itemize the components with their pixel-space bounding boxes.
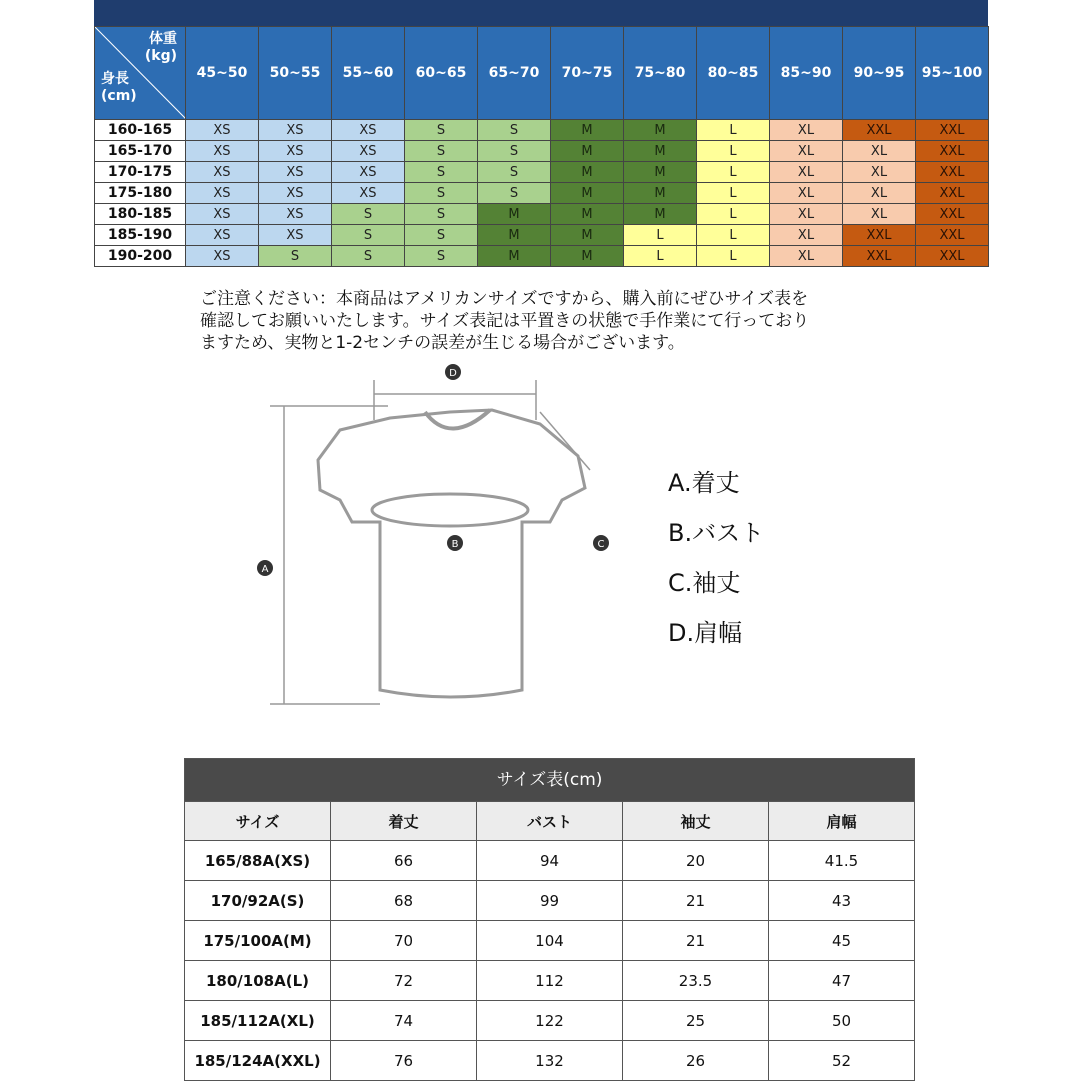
- size-cell: M: [624, 141, 697, 162]
- size-label-cell: 175/100A(M): [185, 921, 331, 961]
- measurement-legend: [668, 458, 764, 658]
- size-chart-table: [184, 758, 915, 1081]
- size-cell: M: [551, 141, 624, 162]
- svg-text:B: B: [451, 539, 459, 550]
- measurement-cell: 94: [477, 841, 623, 881]
- size-cell: XS: [332, 183, 405, 204]
- size-cell: L: [624, 225, 697, 246]
- size-cell: XL: [770, 204, 843, 225]
- height-range-cell: 175-180: [95, 183, 186, 204]
- size-cell: XXL: [916, 162, 989, 183]
- weight-axis-label: 体重 (kg): [144, 31, 177, 64]
- size-label-cell: 185/124A(XXL): [185, 1041, 331, 1081]
- size-cell: L: [697, 204, 770, 225]
- size-cell: M: [551, 162, 624, 183]
- table-row: [95, 183, 989, 204]
- size-cell: XXL: [843, 225, 916, 246]
- size-cell: L: [624, 246, 697, 267]
- size-cell: M: [478, 225, 551, 246]
- measurement-cell: 122: [477, 1001, 623, 1041]
- size-cell: S: [405, 225, 478, 246]
- size-cell: XS: [186, 225, 259, 246]
- size-cell: XL: [843, 141, 916, 162]
- top-banner: [94, 0, 988, 26]
- size-cell: XXL: [916, 204, 989, 225]
- height-range-cell: 185-190: [95, 225, 186, 246]
- size-cell: S: [405, 183, 478, 204]
- size-cell: XL: [770, 120, 843, 141]
- size-cell: XS: [259, 162, 332, 183]
- height-range-cell: 170-175: [95, 162, 186, 183]
- size-cell: XXL: [916, 141, 989, 162]
- header-shoulder: 肩幅: [769, 802, 915, 841]
- measurement-cell: 52: [769, 1041, 915, 1081]
- size-cell: XS: [186, 246, 259, 267]
- size-cell: S: [405, 120, 478, 141]
- svg-text:D: D: [449, 368, 457, 379]
- size-cell: XL: [770, 141, 843, 162]
- table-row: [95, 246, 989, 267]
- table-row: [95, 120, 989, 141]
- size-cell: S: [332, 225, 405, 246]
- weight-header-cell: 55~60: [332, 27, 405, 120]
- size-cell: XL: [770, 246, 843, 267]
- size-selection-grid: [94, 26, 989, 267]
- measurement-cell: 47: [769, 961, 915, 1001]
- legend-item-b: B.バスト: [668, 519, 765, 547]
- note-line: 確認してお願いいたします。サイズ表記は平置きの状態で手作業にて行っており: [200, 311, 810, 331]
- weight-header-cell: 65~70: [478, 27, 551, 120]
- size-cell: XS: [259, 225, 332, 246]
- size-cell: M: [624, 120, 697, 141]
- size-cell: XS: [186, 183, 259, 204]
- size-cell: L: [697, 225, 770, 246]
- measurement-cell: 76: [331, 1041, 477, 1081]
- size-cell: L: [697, 141, 770, 162]
- measurement-cell: 26: [623, 1041, 769, 1081]
- size-chart-body: [185, 841, 915, 1081]
- height-range-cell: 165-170: [95, 141, 186, 162]
- marker-c-icon: [593, 535, 609, 551]
- size-label-cell: 180/108A(L): [185, 961, 331, 1001]
- height-axis-label: 身長 (cm): [101, 71, 137, 104]
- weight-header-cell: 60~65: [405, 27, 478, 120]
- size-cell: M: [478, 246, 551, 267]
- size-cell: XXL: [916, 183, 989, 204]
- size-cell: XS: [259, 204, 332, 225]
- size-cell: L: [697, 246, 770, 267]
- measurement-cell: 72: [331, 961, 477, 1001]
- size-cell: XL: [843, 162, 916, 183]
- weight-header-cell: 50~55: [259, 27, 332, 120]
- measurement-cell: 20: [623, 841, 769, 881]
- marker-a-icon: [257, 560, 273, 576]
- table-row: [95, 162, 989, 183]
- marker-d-icon: [445, 364, 461, 380]
- size-cell: XS: [259, 141, 332, 162]
- size-chart-header-row: [185, 802, 915, 841]
- size-cell: XS: [186, 162, 259, 183]
- measurement-cell: 23.5: [623, 961, 769, 1001]
- size-cell: L: [697, 120, 770, 141]
- weight-header-cell: 95~100: [916, 27, 989, 120]
- size-cell: XS: [332, 162, 405, 183]
- size-cell: XS: [259, 183, 332, 204]
- tshirt-measurement-diagram: [240, 360, 640, 720]
- size-cell: S: [478, 162, 551, 183]
- caution-note: [200, 288, 920, 354]
- size-cell: XS: [186, 120, 259, 141]
- height-range-cell: 190-200: [95, 246, 186, 267]
- size-cell: XL: [770, 162, 843, 183]
- size-cell: M: [551, 120, 624, 141]
- measurement-cell: 41.5: [769, 841, 915, 881]
- size-cell: S: [405, 141, 478, 162]
- header-bust: バスト: [477, 802, 623, 841]
- size-cell: S: [405, 204, 478, 225]
- measurement-cell: 45: [769, 921, 915, 961]
- size-cell: XS: [332, 141, 405, 162]
- size-cell: M: [551, 246, 624, 267]
- size-cell: M: [551, 225, 624, 246]
- table-row: [95, 204, 989, 225]
- table-row: [185, 841, 915, 881]
- svg-text:C: C: [597, 539, 605, 550]
- weight-header-cell: 90~95: [843, 27, 916, 120]
- weight-header-cell: 70~75: [551, 27, 624, 120]
- size-cell: XXL: [843, 246, 916, 267]
- measurement-cell: 21: [623, 921, 769, 961]
- size-grid-body: [95, 120, 989, 267]
- measurement-cell: 43: [769, 881, 915, 921]
- measurement-cell: 74: [331, 1001, 477, 1041]
- svg-text:A: A: [261, 564, 269, 575]
- size-cell: S: [332, 204, 405, 225]
- table-row: [185, 1001, 915, 1041]
- note-line: ますため、実物と1-2センチの誤差が生じる場合がございます。: [200, 333, 685, 353]
- size-cell: S: [259, 246, 332, 267]
- size-label-cell: 185/112A(XL): [185, 1001, 331, 1041]
- weight-header-cell: 45~50: [186, 27, 259, 120]
- measurement-cell: 66: [331, 841, 477, 881]
- legend-item-c: C.袖丈: [668, 569, 741, 597]
- table-row: [185, 881, 915, 921]
- tshirt-outline-icon: [318, 410, 585, 697]
- size-cell: XXL: [843, 120, 916, 141]
- size-cell: XL: [843, 183, 916, 204]
- size-cell: S: [478, 141, 551, 162]
- size-cell: XS: [259, 120, 332, 141]
- measurement-cell: 132: [477, 1041, 623, 1081]
- grid-corner-header: [95, 27, 186, 120]
- size-cell: L: [697, 183, 770, 204]
- table-row: [185, 1041, 915, 1081]
- legend-item-d: D.肩幅: [668, 619, 743, 647]
- table-row: [185, 961, 915, 1001]
- height-range-cell: 180-185: [95, 204, 186, 225]
- measurement-cell: 21: [623, 881, 769, 921]
- size-cell: XS: [186, 141, 259, 162]
- size-cell: M: [551, 204, 624, 225]
- measurement-cell: 99: [477, 881, 623, 921]
- weight-header-cell: 75~80: [624, 27, 697, 120]
- size-cell: S: [405, 162, 478, 183]
- size-cell: XXL: [916, 120, 989, 141]
- size-cell: XL: [843, 204, 916, 225]
- table-row: [185, 921, 915, 961]
- size-cell: S: [478, 120, 551, 141]
- size-label-cell: 170/92A(S): [185, 881, 331, 921]
- table-row: [95, 141, 989, 162]
- header-length: 着丈: [331, 802, 477, 841]
- size-label-cell: 165/88A(XS): [185, 841, 331, 881]
- weight-header-cell: 80~85: [697, 27, 770, 120]
- size-cell: XL: [770, 183, 843, 204]
- size-cell: L: [697, 162, 770, 183]
- size-cell: XS: [332, 120, 405, 141]
- header-size: サイズ: [185, 802, 331, 841]
- size-cell: XXL: [916, 246, 989, 267]
- size-cell: M: [624, 204, 697, 225]
- size-cell: M: [478, 204, 551, 225]
- size-cell: M: [551, 183, 624, 204]
- measurement-cell: 104: [477, 921, 623, 961]
- size-cell: S: [405, 246, 478, 267]
- size-cell: XS: [186, 204, 259, 225]
- measurement-cell: 112: [477, 961, 623, 1001]
- header-sleeve: 袖丈: [623, 802, 769, 841]
- weight-header-cell: 85~90: [770, 27, 843, 120]
- size-cell: M: [624, 162, 697, 183]
- size-cell: M: [624, 183, 697, 204]
- size-cell: S: [478, 183, 551, 204]
- marker-b-icon: [447, 535, 463, 551]
- note-line: ご注意ください：本商品はアメリカンサイズですから、購入前にぜひサイズ表を: [200, 289, 809, 309]
- table-row: [95, 225, 989, 246]
- size-cell: XXL: [916, 225, 989, 246]
- height-range-cell: 160-165: [95, 120, 186, 141]
- size-chart-title: サイズ表(cm): [184, 758, 915, 801]
- weight-header-row: [95, 27, 989, 120]
- legend-item-a: A.着丈: [668, 469, 740, 497]
- size-cell: XL: [770, 225, 843, 246]
- measurement-cell: 50: [769, 1001, 915, 1041]
- measurement-cell: 25: [623, 1001, 769, 1041]
- size-cell: S: [332, 246, 405, 267]
- measurement-cell: 68: [331, 881, 477, 921]
- measurement-cell: 70: [331, 921, 477, 961]
